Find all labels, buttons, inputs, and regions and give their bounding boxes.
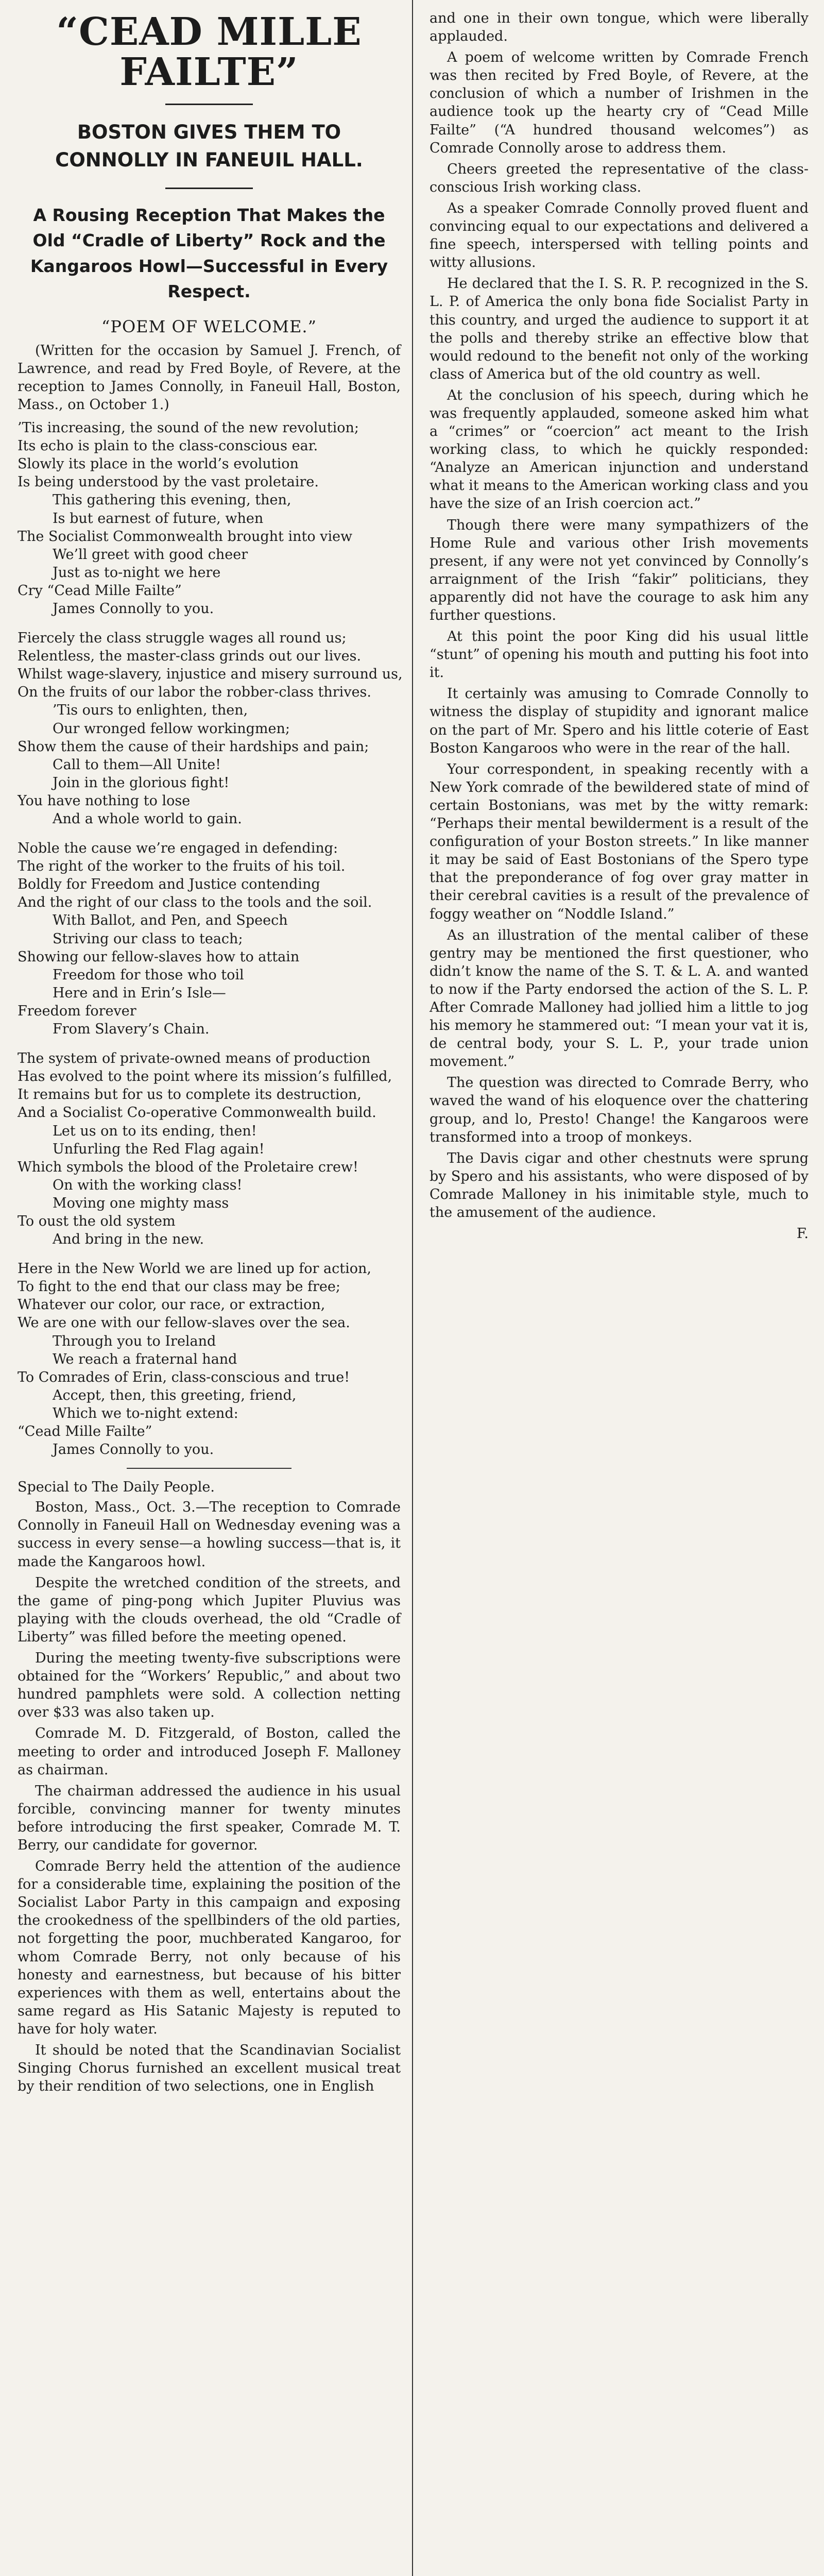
article-paragraph: He declared that the I. S. R. P. recognized in the S. L. P. of America the only bona fide Socialist Party in this country, and urged the audience to support it at the polls and thereby strike an effective blow that would redound to the benefit not only of the working class of America but of the old country as well. xyxy=(430,276,809,382)
poem-line: Is being understood by the vast proletaire. xyxy=(18,474,319,490)
article-paragraph: Boston, Mass., Oct. 3.—The reception to Comrade Connolly in Faneuil Hall on Wednesday evening was a success in every sense—a howling success—that is, it made the Kangaroos howl. xyxy=(18,1499,401,1570)
poem-line: This gathering this evening, then, xyxy=(53,492,291,509)
article-paragraph: Despite the wretched condition of the streets, and the game of ping-pong which Jupiter Pluvius was playing with the clouds overhead, the old “Cradle of Liberty” was filled before the meeting opened. xyxy=(18,1574,401,1645)
poem-line: Show them the cause of their hardships and pain; xyxy=(18,738,369,755)
poem-line: ’Tis increasing, the sound of the new revolution; xyxy=(18,420,359,436)
article-paragraph: A poem of welcome written by Comrade French was then recited by Fred Boyle, of Revere, at the conclusion of which a number of Irishmen in the audience took up the hearty cry of “Cead Mille Failte” (“A hundred thousand welcomes”) as Comrade Connolly arose to address them. xyxy=(430,49,809,156)
poem-line: Just as to-night we here xyxy=(53,564,221,581)
poem-line: Let us on to its ending, then! xyxy=(53,1123,257,1139)
poem-line: Noble the cause we’re engaged in defending: xyxy=(18,840,338,857)
article-paragraph: Cheers greeted the representative of the class-conscious Irish working class. xyxy=(430,161,809,195)
poem-note: (Written for the occasion by Samuel J. French, of Lawrence, and read by Fred Boyle, of Revere, at the reception to James Connolly, in Faneuil Hall, Boston, Mass., on October 1.) xyxy=(18,342,401,413)
poem-line: Cry “Cead Mille Failte” xyxy=(18,582,182,599)
poem-line: Here in the New World we are lined up for action, xyxy=(18,1261,371,1277)
deck-secondary: A Rousing Reception That Makes the Old “Cradle of Liberty” Rock and the Kangaroos Howl—Successful in Every Respect. xyxy=(30,205,388,302)
poem-line: Whatever our color, our race, or extraction, xyxy=(18,1297,325,1313)
poem-line: And a Socialist Co-operative Commonwealth build. xyxy=(18,1105,376,1121)
article-paragraph: As a speaker Comrade Connolly proved fluent and convincing equal to our expectations and delivered a fine speech, interspersed with telling points and witty allusions. xyxy=(430,200,809,271)
article-paragraph: It should be noted that the Scandinavian Socialist Singing Chorus furnished an excellent musical treat by their rendition of two selections, one in English xyxy=(18,2042,401,2095)
headline: “CEAD MILLE FAILTE” xyxy=(56,10,362,94)
poem-line: And the right of our class to the tools and the soil. xyxy=(18,894,372,911)
poem-line: And a whole world to gain. xyxy=(53,811,242,827)
article-paragraph: Your correspondent, in speaking recently with a New York comrade of the bewildered state of mind of certain Bostonians, was met by the witty remark: “Perhaps their mental bewilderment is a result of the configuration of your Boston streets.” In like manner it may be said of East Bostonians of the Spero type that the preponderance of fog over gray matter in their cerebral cavities is a result of the prevalence of foggy weather on “Noddle Island.” xyxy=(430,761,809,922)
stanza-gap xyxy=(18,828,401,839)
poem-line: To Comrades of Erin, class-conscious and true! xyxy=(18,1369,350,1385)
poem-line: With Ballot, and Pen, and Speech xyxy=(53,912,288,929)
poem-line: We are one with our fellow-slaves over the sea. xyxy=(18,1315,350,1331)
poem-line: To fight to the end that our class may be free; xyxy=(18,1279,340,1295)
poem-line: Through you to Ireland xyxy=(53,1333,216,1349)
article-paragraph: Though there were many sympathizers of the Home Rule and various other Irish movements present, if any were not yet convinced by Connolly’s arraignment of the Irish “fakir” politicians, they apparently did not have the courage to ask him any further questions. xyxy=(430,517,809,623)
poem-title: “POEM OF WELCOME.” xyxy=(101,316,317,336)
poem-line: The right of the worker to the fruits of his toil. xyxy=(18,858,346,875)
poem-line: ’Tis ours to enlighten, then, xyxy=(53,702,248,719)
article-paragraph: The chairman addressed the audience in his usual forcible, convincing manner for twenty minutes before introducing the first speaker, Comrade M. T. Berry, our candidate for governor. xyxy=(18,1783,401,1853)
poem-line: Freedom forever xyxy=(18,1003,136,1019)
stanza-gap xyxy=(18,1248,401,1260)
poem-line: Accept, then, this greeting, friend, xyxy=(53,1387,297,1403)
stanza-gap xyxy=(18,1038,401,1049)
author-signature: F. xyxy=(796,1226,809,1242)
article-paragraph: At the conclusion of his speech, during which he was frequently applauded, someone asked him what a “crimes” or “coercion” act meant to the Irish working class, to which he quickly responded: “Analyze an American injunction and understand what it means to the American working class and you have the size of an Irish coercion act.” xyxy=(430,387,809,512)
article-paragraph: As an illustration of the mental caliber of these gentry may be mentioned the first questioner, who didn’t know the name of the S. T. & L. A. and wanted to now if the Party endorsed the action of the S. L. P. After Comrade Malloney had jollied him a little to jog his memory he stammered out: “I mean your vat it is, de central body, your S. L. P., your trade union movement.” xyxy=(430,927,809,1070)
article-paragraph: It certainly was amusing to Comrade Connolly to witness the display of stupidity and ignorant malice on the part of Mr. Spero and his little coterie of East Boston Kangaroos who were in the rear of the hall. xyxy=(430,686,809,756)
poem-line: “Cead Mille Failte” xyxy=(18,1423,152,1439)
poem-line: Which symbols the blood of the Proletaire crew! xyxy=(18,1159,358,1175)
poem-line: It remains but for us to complete its destruction, xyxy=(18,1087,362,1103)
article-paragraph: Comrade Berry held the attention of the audience for a considerable time, explaining the position of the Socialist Labor Party in this campaign and exposing the crookedness of the spellbinders of the old parties, not forgetting the poor, muchberated Kangaroo, for whom Comrade Berry, not only because of his honesty and earnestness, but because of his bitter experiences with them as well, entertains about the same regard as His Satanic Majesty is reputed to have for holy water. xyxy=(18,1858,401,2037)
poem-line: Unfurling the Red Flag again! xyxy=(53,1141,265,1157)
poem-line: We reach a fraternal hand xyxy=(53,1351,237,1367)
article-paragraph: The Davis cigar and other chestnuts were sprung by Spero and his assistants, who were disposed of by Comrade Malloney in his inimitable style, much to the amusement of the audience. xyxy=(430,1150,809,1221)
poem-line: You have nothing to lose xyxy=(18,792,191,809)
poem-line: Join in the glorious fight! xyxy=(53,774,230,791)
poem-line: On with the working class! xyxy=(53,1177,243,1193)
special-dispatch: Special to The Daily People. xyxy=(18,1479,215,1496)
deck-rule xyxy=(165,188,253,189)
poem-end-rule xyxy=(127,1468,291,1469)
article-paragraph: At this point the poor King did his usual little “stunt” of opening his mouth and putting his foot into it. xyxy=(430,629,809,681)
poem-line: Fiercely the class struggle wages all round us; xyxy=(18,630,347,647)
poem-line: Is but earnest of future, when xyxy=(53,510,264,527)
poem-line: Relentless, the master-class grinds out our lives. xyxy=(18,648,362,665)
article-paragraph: The question was directed to Comrade Berry, who waved the wand of his eloquence over the chattering group, and lo, Presto! Change! the Kangaroos were transformed into a troop of monkeys. xyxy=(430,1075,809,1145)
poem-line: Our wronged fellow workingmen; xyxy=(53,720,290,737)
poem-line: Moving one mighty mass xyxy=(53,1195,229,1211)
poem-line: James Connolly to you. xyxy=(53,1442,214,1458)
poem xyxy=(18,419,401,1459)
poem-line: Whilst wage-slavery, injustice and misery surround us, xyxy=(18,666,403,683)
poem-line: Has evolved to the point where its mission’s fulfilled, xyxy=(18,1069,392,1085)
article-paragraph: During the meeting twenty-five subscriptions were obtained for the “Workers’ Republic,” and about two hundred pamphlets were sold. A collection netting over $33 was also taken up. xyxy=(18,1650,401,1721)
poem-line: Its echo is plain to the class-conscious ear. xyxy=(18,438,318,454)
article-paragraph: Comrade M. D. Fitzgerald, of Boston, called the meeting to order and introduced Joseph F. Malloney as chairman. xyxy=(18,1725,401,1778)
poem-line: The system of private-owned means of production xyxy=(18,1050,371,1067)
poem-line: Striving our class to teach; xyxy=(53,930,243,947)
poem-line: We’ll greet with good cheer xyxy=(53,546,248,563)
poem-line: Call to them—All Unite! xyxy=(53,756,221,773)
poem-line: Which we to-night extend: xyxy=(53,1405,238,1421)
deck-primary: BOSTON GIVES THEM TO CONNOLLY IN FANEUIL HALL. xyxy=(55,121,363,172)
poem-line: To oust the old system xyxy=(18,1213,176,1229)
poem-line: And bring in the new. xyxy=(53,1231,204,1248)
headline-rule xyxy=(165,104,253,105)
poem-line: Showing our fellow-slaves how to attain xyxy=(18,948,300,965)
poem-line: Freedom for those who toil xyxy=(53,967,244,983)
stanza-gap xyxy=(18,618,401,629)
article-paragraph: and one in their own tongue, which were liberally applauded. xyxy=(430,10,809,45)
poem-line: Boldly for Freedom and Justice contending xyxy=(18,876,320,893)
right-column xyxy=(413,0,824,2576)
poem-line: On the fruits of our labor the robber-class thrives. xyxy=(18,684,371,701)
poem-line: James Connolly to you. xyxy=(53,600,214,617)
poem-line: From Slavery’s Chain. xyxy=(53,1021,210,1038)
poem-line: The Socialist Commonwealth brought into view xyxy=(18,528,353,545)
poem-line: Here and in Erin’s Isle— xyxy=(53,985,226,1001)
poem-line: Slowly its place in the world’s evolution xyxy=(18,456,299,472)
